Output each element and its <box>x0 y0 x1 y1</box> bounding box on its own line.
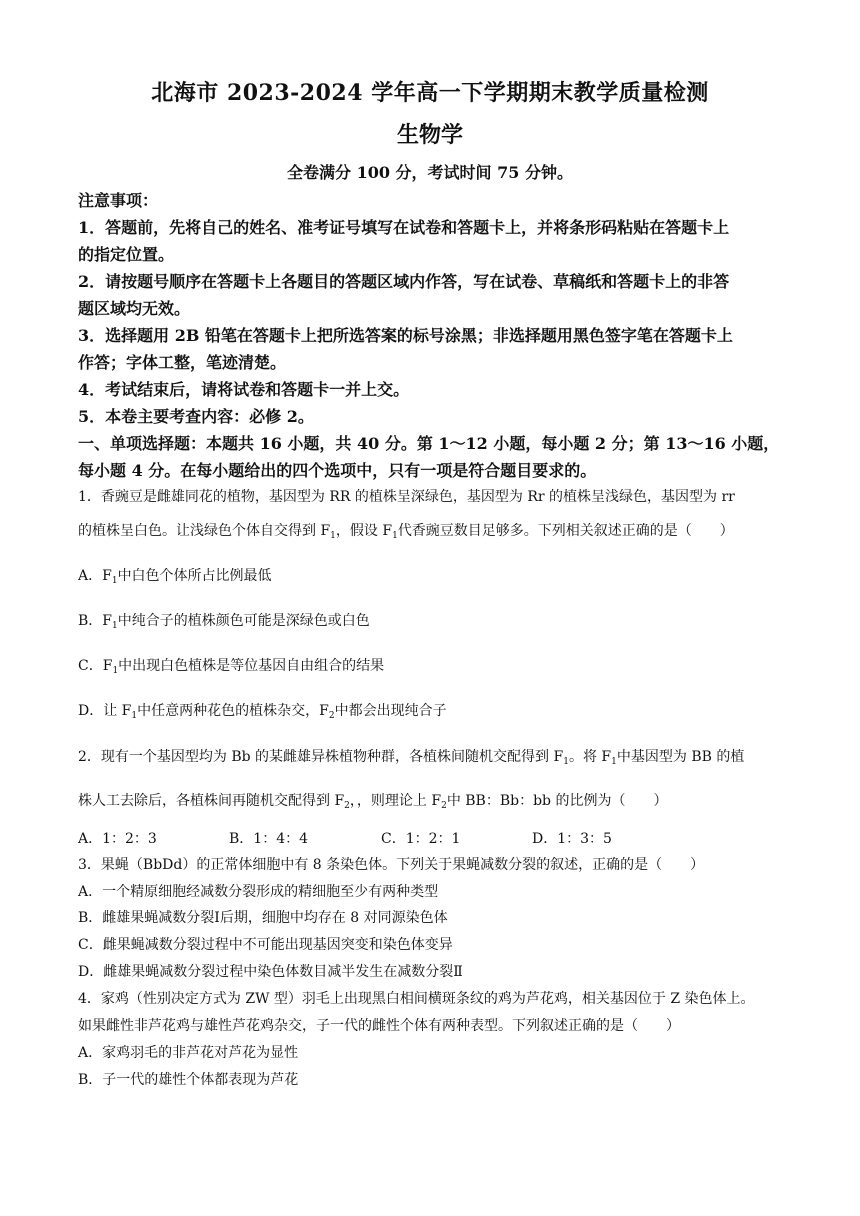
notice-item: 4．考试结束后，请将试卷和答题卡一并上交。 <box>78 380 410 399</box>
question-1-stem: 1．香豌豆是雌雄同花的植物，基因型为 RR 的植株呈深绿色，基因型为 Rr 的植株呈浅绿色，基因型为 rr <box>78 489 735 505</box>
question-3-stem: 3．果蝇（BbDd）的正常体细胞中有 8 条染色体。下列关于果蝇减数分裂的叙述，正确的是（ ） <box>78 857 705 873</box>
notice-item: 5．本卷主要考查内容：必修 2。 <box>78 407 314 426</box>
question-2-option-c[interactable]: C．1：2：1 <box>381 831 461 847</box>
question-4-stem: 4．家鸡（性别决定方式为 ZW 型）羽毛上出现黑白相间横斑条纹的鸡为芦花鸡，相关基因位于 Z 染色体上。 <box>78 991 755 1007</box>
notice-item: 2．请按题号顺序在答题卡上各题目的答题区域内作答，写在试卷、草稿纸和答题卡上的非答 <box>78 272 730 291</box>
subject-title: 生物学 <box>396 122 463 148</box>
question-2-stem: 株人工去除后，各植株间再随机交配得到 $F_2$，，则理论上 $F_2$中 BB：Bb：bb 的比例为（ ） <box>78 793 668 811</box>
question-4-option-b[interactable]: B．子一代的雄性个体都表现为芦花 <box>78 1072 299 1088</box>
question-1-option-b[interactable]: B．$F_1$中纯合子的植株颜色可能是深绿色或白色 <box>78 613 370 631</box>
question-3-option-a[interactable]: A．一个精原细胞经减数分裂形成的精细胞至少有两种类型 <box>78 884 439 900</box>
notice-item: 1．答题前，先将自己的姓名、准考证号填写在试卷和答题卡上，并将条形码粘贴在答题卡上 <box>78 218 730 237</box>
question-3-option-d[interactable]: D．雌雄果蝇减数分裂过程中染色体数目减半发生在减数分裂Ⅱ <box>78 964 463 980</box>
question-3-option-c[interactable]: C．雌果蝇减数分裂过程中不可能出现基因突变和染色体变异 <box>78 937 453 953</box>
question-4-stem: 如果雌性非芦花鸡与雄性芦花鸡杂交，子一代的雌性个体有两种表型。下列叙述正确的是（ ） <box>78 1018 680 1034</box>
question-1-option-d[interactable]: D．让 $F_1$中任意两种花色的植株杂交，$F_2$中都会出现纯合子 <box>78 703 447 721</box>
notice-item: 题区域均无效。 <box>78 299 191 318</box>
question-1-option-c[interactable]: C．$F_1$中出现白色植株是等位基因自由组合的结果 <box>78 658 385 676</box>
question-2-option-d[interactable]: D．1：3：5 <box>532 831 612 847</box>
question-1-option-a[interactable]: A．$F_1$中白色个体所占比例最低 <box>78 568 272 586</box>
question-4-option-a[interactable]: A．家鸡羽毛的非芦花对芦花为显性 <box>78 1045 299 1061</box>
question-2-option-a[interactable]: A．1：2：3 <box>78 831 157 847</box>
section-heading: 一、单项选择题：本题共 16 小题，共 40 分。第 1～12 小题，每小题 2 分；第 13～16 小题， <box>78 434 780 453</box>
section-heading: 每小题 4 分。在每小题给出的四个选项中，只有一项是符合题目要求的。 <box>78 461 597 480</box>
question-2-option-b[interactable]: B．1：4：4 <box>229 831 309 847</box>
score-line: 全卷满分 100 分，考试时间 75 分钟。 <box>287 163 573 182</box>
notice-item: 作答；字体工整，笔迹清楚。 <box>78 353 287 372</box>
notice-heading: 注意事项： <box>78 191 159 210</box>
question-3-option-b[interactable]: B．雌雄果蝇减数分裂Ⅰ后期，细胞中均存在 8 对同源染色体 <box>78 910 448 926</box>
notice-item: 3．选择题用 2B 铅笔在答题卡上把所选答案的标号涂黑；非选择题用黑色签字笔在答题卡上 <box>78 326 733 345</box>
notice-item: 的指定位置。 <box>78 245 175 264</box>
exam-title: 北海市 2023-2024 学年高一下学期期末教学质量检测 <box>151 80 709 106</box>
question-2-stem: 2．现有一个基因型均为 Bb 的某雌雄异株植物种群，各植株间随机交配得到 $F_1$。将 $F_1$中基因型为 BB 的植 <box>78 749 745 767</box>
question-1-stem: 的植株呈白色。让浅绿色个体自交得到 $F_1$，假设 $F_1$代香豌豆数目足够多。下列相关叙述正确的是（ ） <box>78 523 734 541</box>
